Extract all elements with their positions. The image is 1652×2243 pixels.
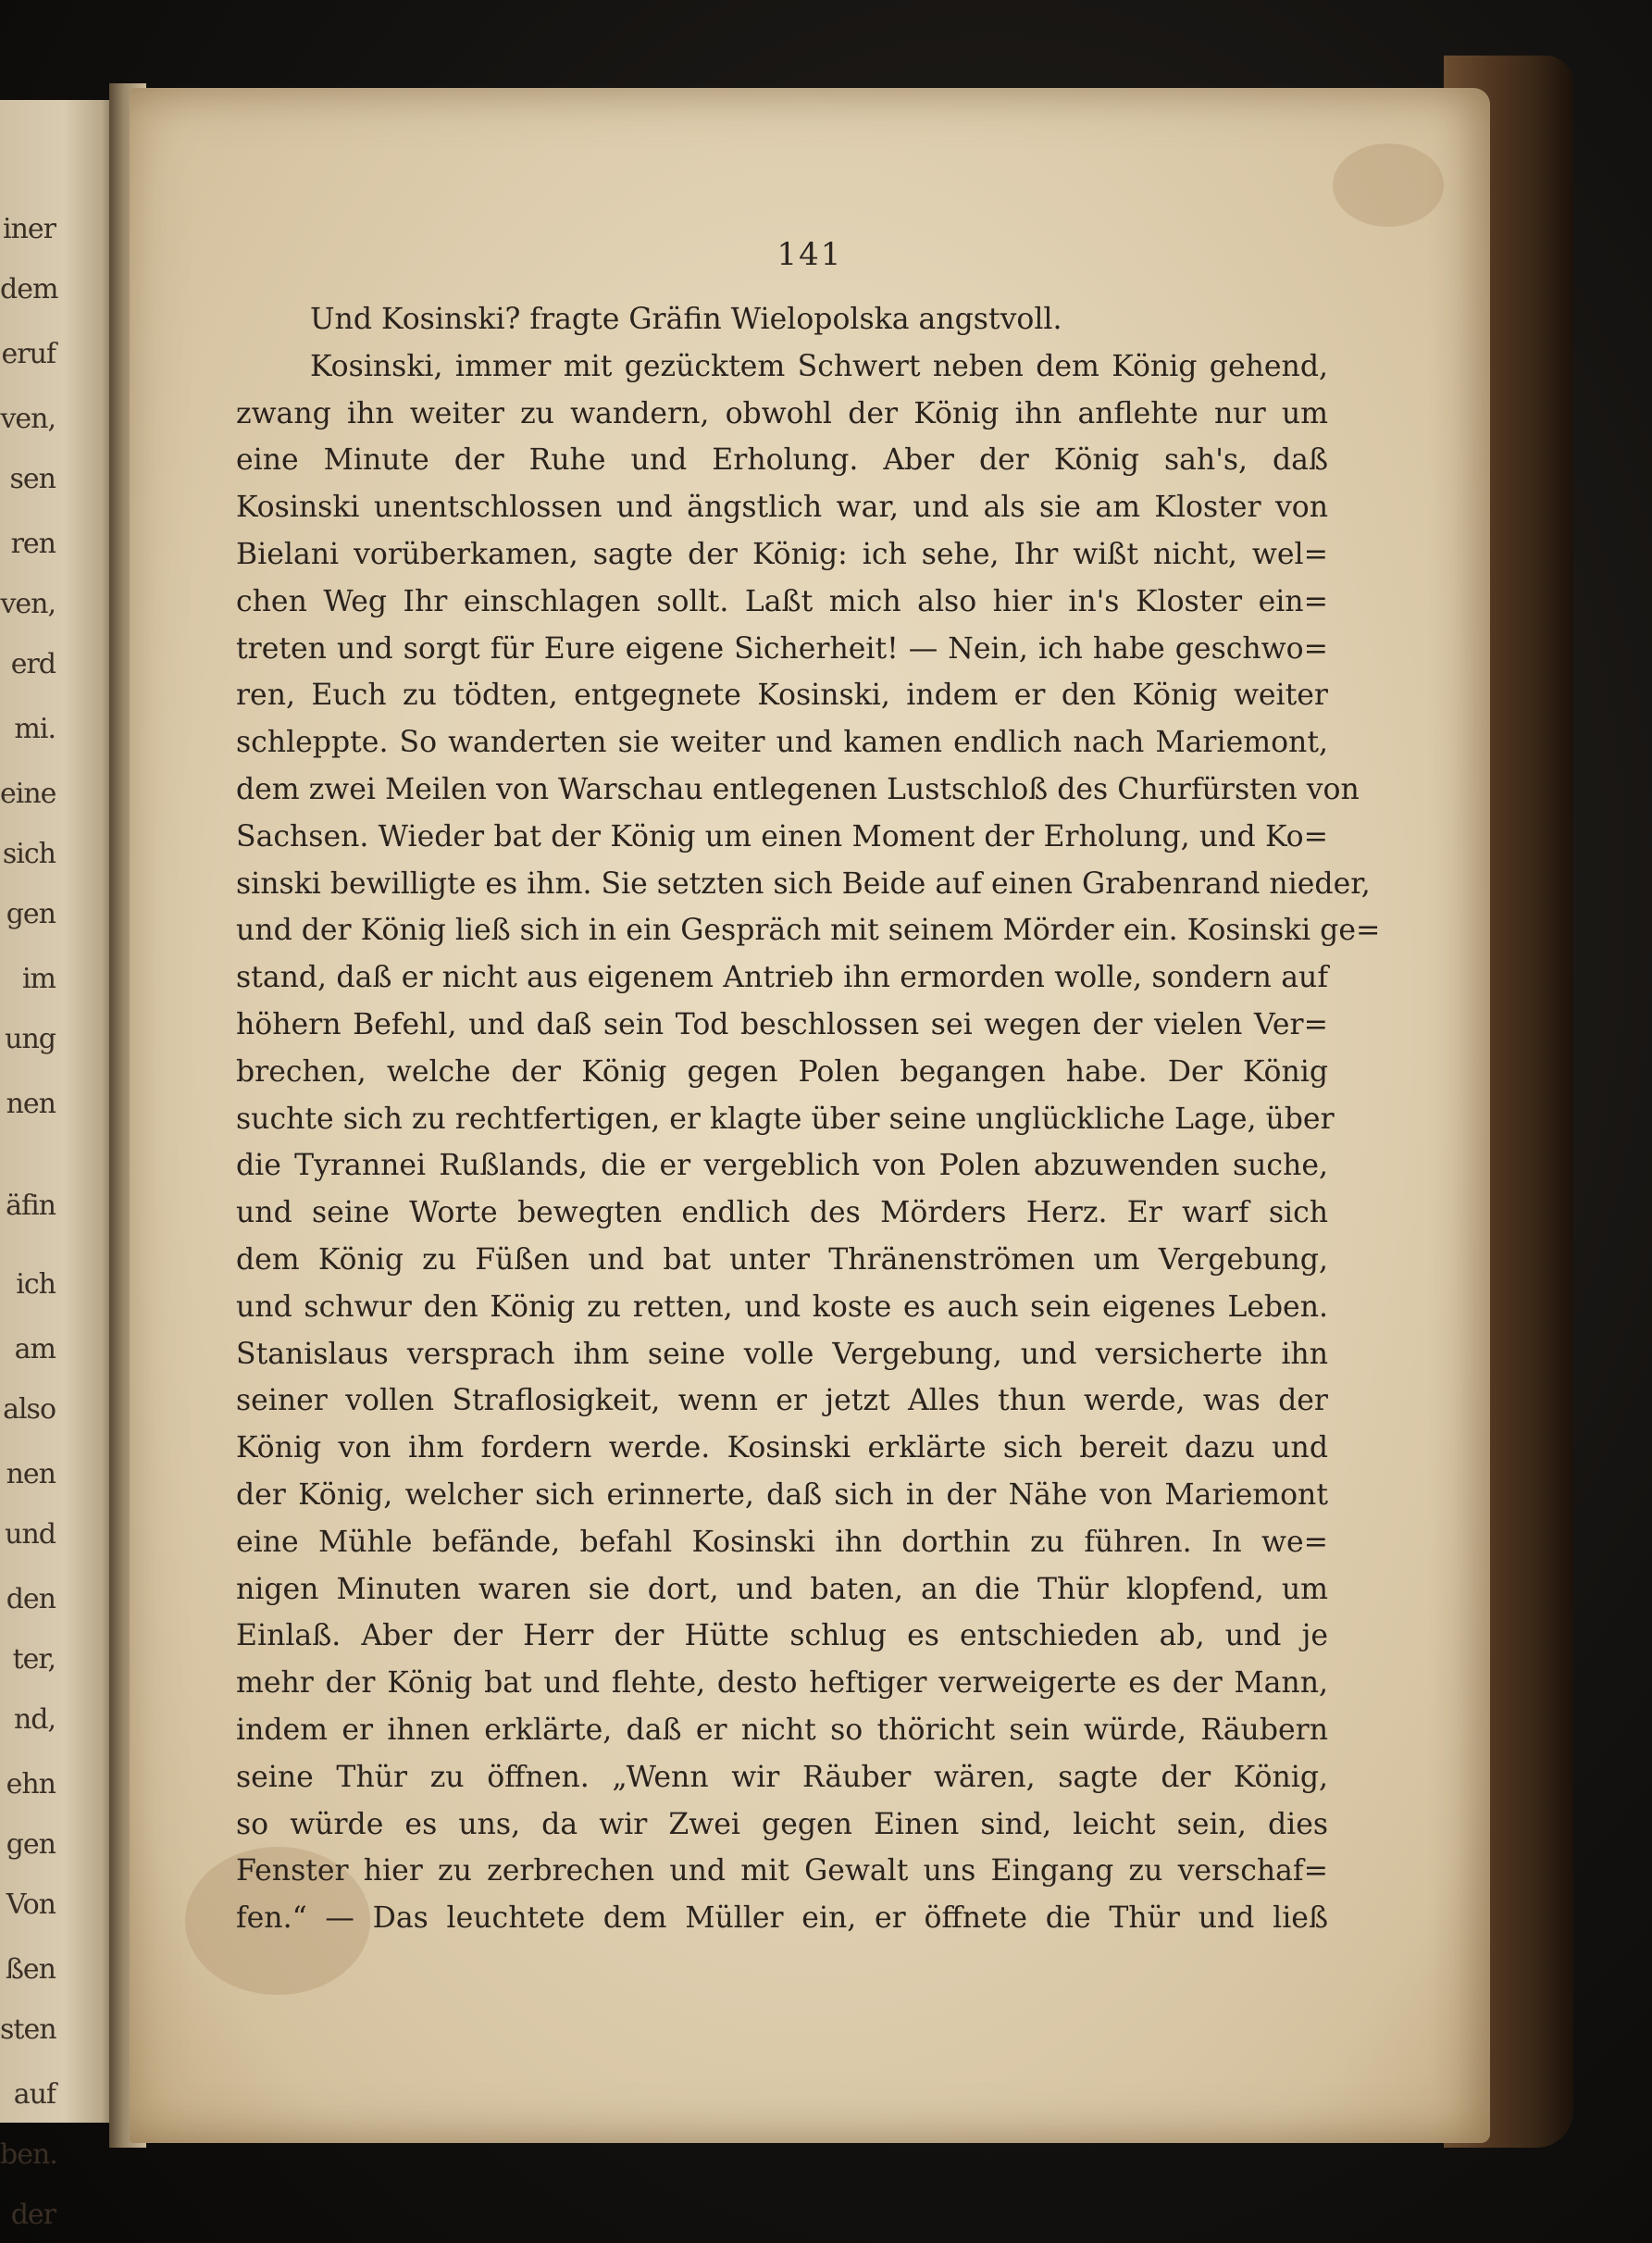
margin-fragment: mi. — [14, 713, 56, 745]
text-line: schleppte. So wanderten sie weiter und kamen endlich nach Mariemont, — [236, 726, 1328, 760]
text-line: höhern Befehl, und daß sein Tod beschlossen sei wegen der vielen Ver= — [236, 1007, 1328, 1041]
text-line: Kosinski, immer mit gezücktem Schwert neben dem König gehend, — [310, 349, 1328, 383]
margin-fragment: eine — [0, 778, 56, 810]
text-line: sinski bewilligte es ihm. Sie setzten sich Beide auf einen Grabenrand nieder, — [236, 866, 1371, 901]
body-text — [236, 296, 1381, 1942]
text-line: so würde es uns, da wir Zwei gegen Einen sind, leicht sein, dies — [236, 1807, 1328, 1841]
page-number: 141 — [776, 236, 843, 273]
text-line: Sachsen. Wieder bat der König um einen Moment der Erholung, und Ko= — [236, 819, 1328, 854]
margin-fragment: iner — [2, 213, 56, 245]
page-stain — [1333, 143, 1444, 227]
text-line: brechen, welche der König gegen Polen begangen habe. Der König — [236, 1054, 1328, 1089]
text-line: und der König ließ sich in ein Gespräch mit seinem Mörder ein. Kosinski ge= — [236, 914, 1381, 948]
margin-fragment: ung — [5, 1023, 56, 1055]
margin-fragment: den — [6, 1583, 56, 1615]
margin-fragment: Von — [6, 1888, 56, 1921]
text-line: Kosinski unentschlossen und ängstlich war, und als sie am Kloster von — [236, 491, 1328, 525]
margin-fragment: auf — [13, 2078, 56, 2111]
margin-fragment: ven, — [0, 403, 56, 435]
text-line: suchte sich zu rechtfertigen, er klagte über seine unglückliche Lage, über — [236, 1102, 1335, 1136]
margin-fragment: also — [3, 1393, 56, 1426]
text-line: seiner vollen Straflosigkeit, wenn er jetzt Alles thun werde, was der — [236, 1384, 1328, 1418]
text-line: Bielani vorüberkamen, sagte der König: ich sehe, Ihr wißt nicht, wel= — [236, 537, 1328, 571]
margin-fragment: äfin — [6, 1190, 56, 1222]
margin-fragment: ven, — [0, 588, 56, 620]
margin-fragment: ben. — [0, 2138, 57, 2171]
text-line: dem zwei Meilen von Warschau entlegenen Lustschloß des Churfürsten von — [236, 772, 1360, 806]
book-page — [130, 88, 1490, 2143]
margin-fragment: ich — [16, 1268, 56, 1301]
text-line: stand, daß er nicht aus eigenem Antrieb ihn ermorden wolle, sondern auf — [236, 961, 1328, 995]
text-line: zwang ihn weiter zu wandern, obwohl der König ihn anflehte nur um — [236, 396, 1328, 430]
margin-fragment: im — [21, 963, 56, 995]
text-line: chen Weg Ihr einschlagen sollt. Laßt mich also hier in's Kloster ein= — [236, 584, 1328, 618]
margin-fragment: gen — [6, 898, 56, 930]
margin-fragment: ren — [10, 528, 56, 560]
text-line: ren, Euch zu tödten, entgegnete Kosinski, indem er den König weiter — [236, 679, 1328, 713]
text-line: die Tyrannei Rußlands, die er vergeblich von Polen abzuwenden suche, — [236, 1149, 1328, 1183]
margin-fragment: nd, — [13, 1703, 56, 1736]
margin-fragment: sten — [0, 2013, 56, 2046]
text-line: Stanislaus versprach ihm seine volle Vergebung, und versicherte ihn — [236, 1337, 1328, 1371]
margin-fragment: gen — [6, 1828, 56, 1861]
margin-fragment: ehn — [6, 1768, 56, 1801]
text-line: nigen Minuten waren sie dort, und baten, an die Thür klopfend, um — [236, 1572, 1328, 1606]
text-line: seine Thür zu öffnen. „Wenn wir Räuber wären, sagte der König, — [236, 1760, 1328, 1794]
margin-fragment: ter, — [12, 1643, 56, 1676]
margin-fragment: und — [5, 1518, 56, 1551]
text-line: eine Minute der Ruhe und Erholung. Aber der König sah's, daß — [236, 443, 1328, 478]
text-line: treten und sorgt für Eure eigene Sicherheit! — Nein, ich habe geschwo= — [236, 631, 1328, 666]
margin-fragment: am — [14, 1333, 56, 1365]
text-line: Und Kosinski? fragte Gräfin Wielopolska angstvoll. — [310, 303, 1062, 336]
margin-fragment: nen — [6, 1458, 56, 1490]
margin-fragment: nen — [6, 1088, 56, 1120]
margin-fragment: ßen — [5, 1953, 56, 1986]
margin-fragment: eruf — [1, 338, 56, 370]
text-line: und schwur den König zu retten, und koste es auch sein eigenes Leben. — [236, 1290, 1328, 1324]
text-line: Einlaß. Aber der Herr der Hütte schlug es entschieden ab, und je — [236, 1619, 1328, 1653]
margin-fragment: sen — [9, 463, 56, 495]
left-facing-page — [0, 100, 116, 2231]
text-line: Fenster hier zu zerbrechen und mit Gewalt uns Eingang zu verschaf= — [236, 1854, 1328, 1888]
text-line: dem König zu Füßen und bat unter Thränenströmen um Vergebung, — [236, 1242, 1328, 1277]
text-line: mehr der König bat und flehte, desto heftiger verweigerte es der Mann, — [236, 1666, 1328, 1701]
text-line: eine Mühle befände, befahl Kosinski ihn dorthin zu führen. In we= — [236, 1525, 1328, 1559]
text-line: indem er ihnen erklärte, daß er nicht so thöricht sein würde, Räubern — [236, 1713, 1328, 1747]
margin-fragment: der — [10, 2199, 56, 2231]
margin-fragment: erd — [10, 648, 56, 680]
text-line: fen.“ — Das leuchtete dem Müller ein, er öffnete die Thür und ließ — [236, 1901, 1328, 1936]
text-line: der König, welcher sich erinnerte, daß sich in der Nähe von Mariemont — [236, 1477, 1328, 1512]
text-line: und seine Worte bewegten endlich des Mörders Herz. Er warf sich — [236, 1196, 1328, 1230]
margin-fragment: sich — [2, 838, 56, 870]
margin-fragment: dem — [0, 273, 58, 305]
text-line: König von ihm fordern werde. Kosinski erklärte sich bereit dazu und — [236, 1431, 1328, 1465]
